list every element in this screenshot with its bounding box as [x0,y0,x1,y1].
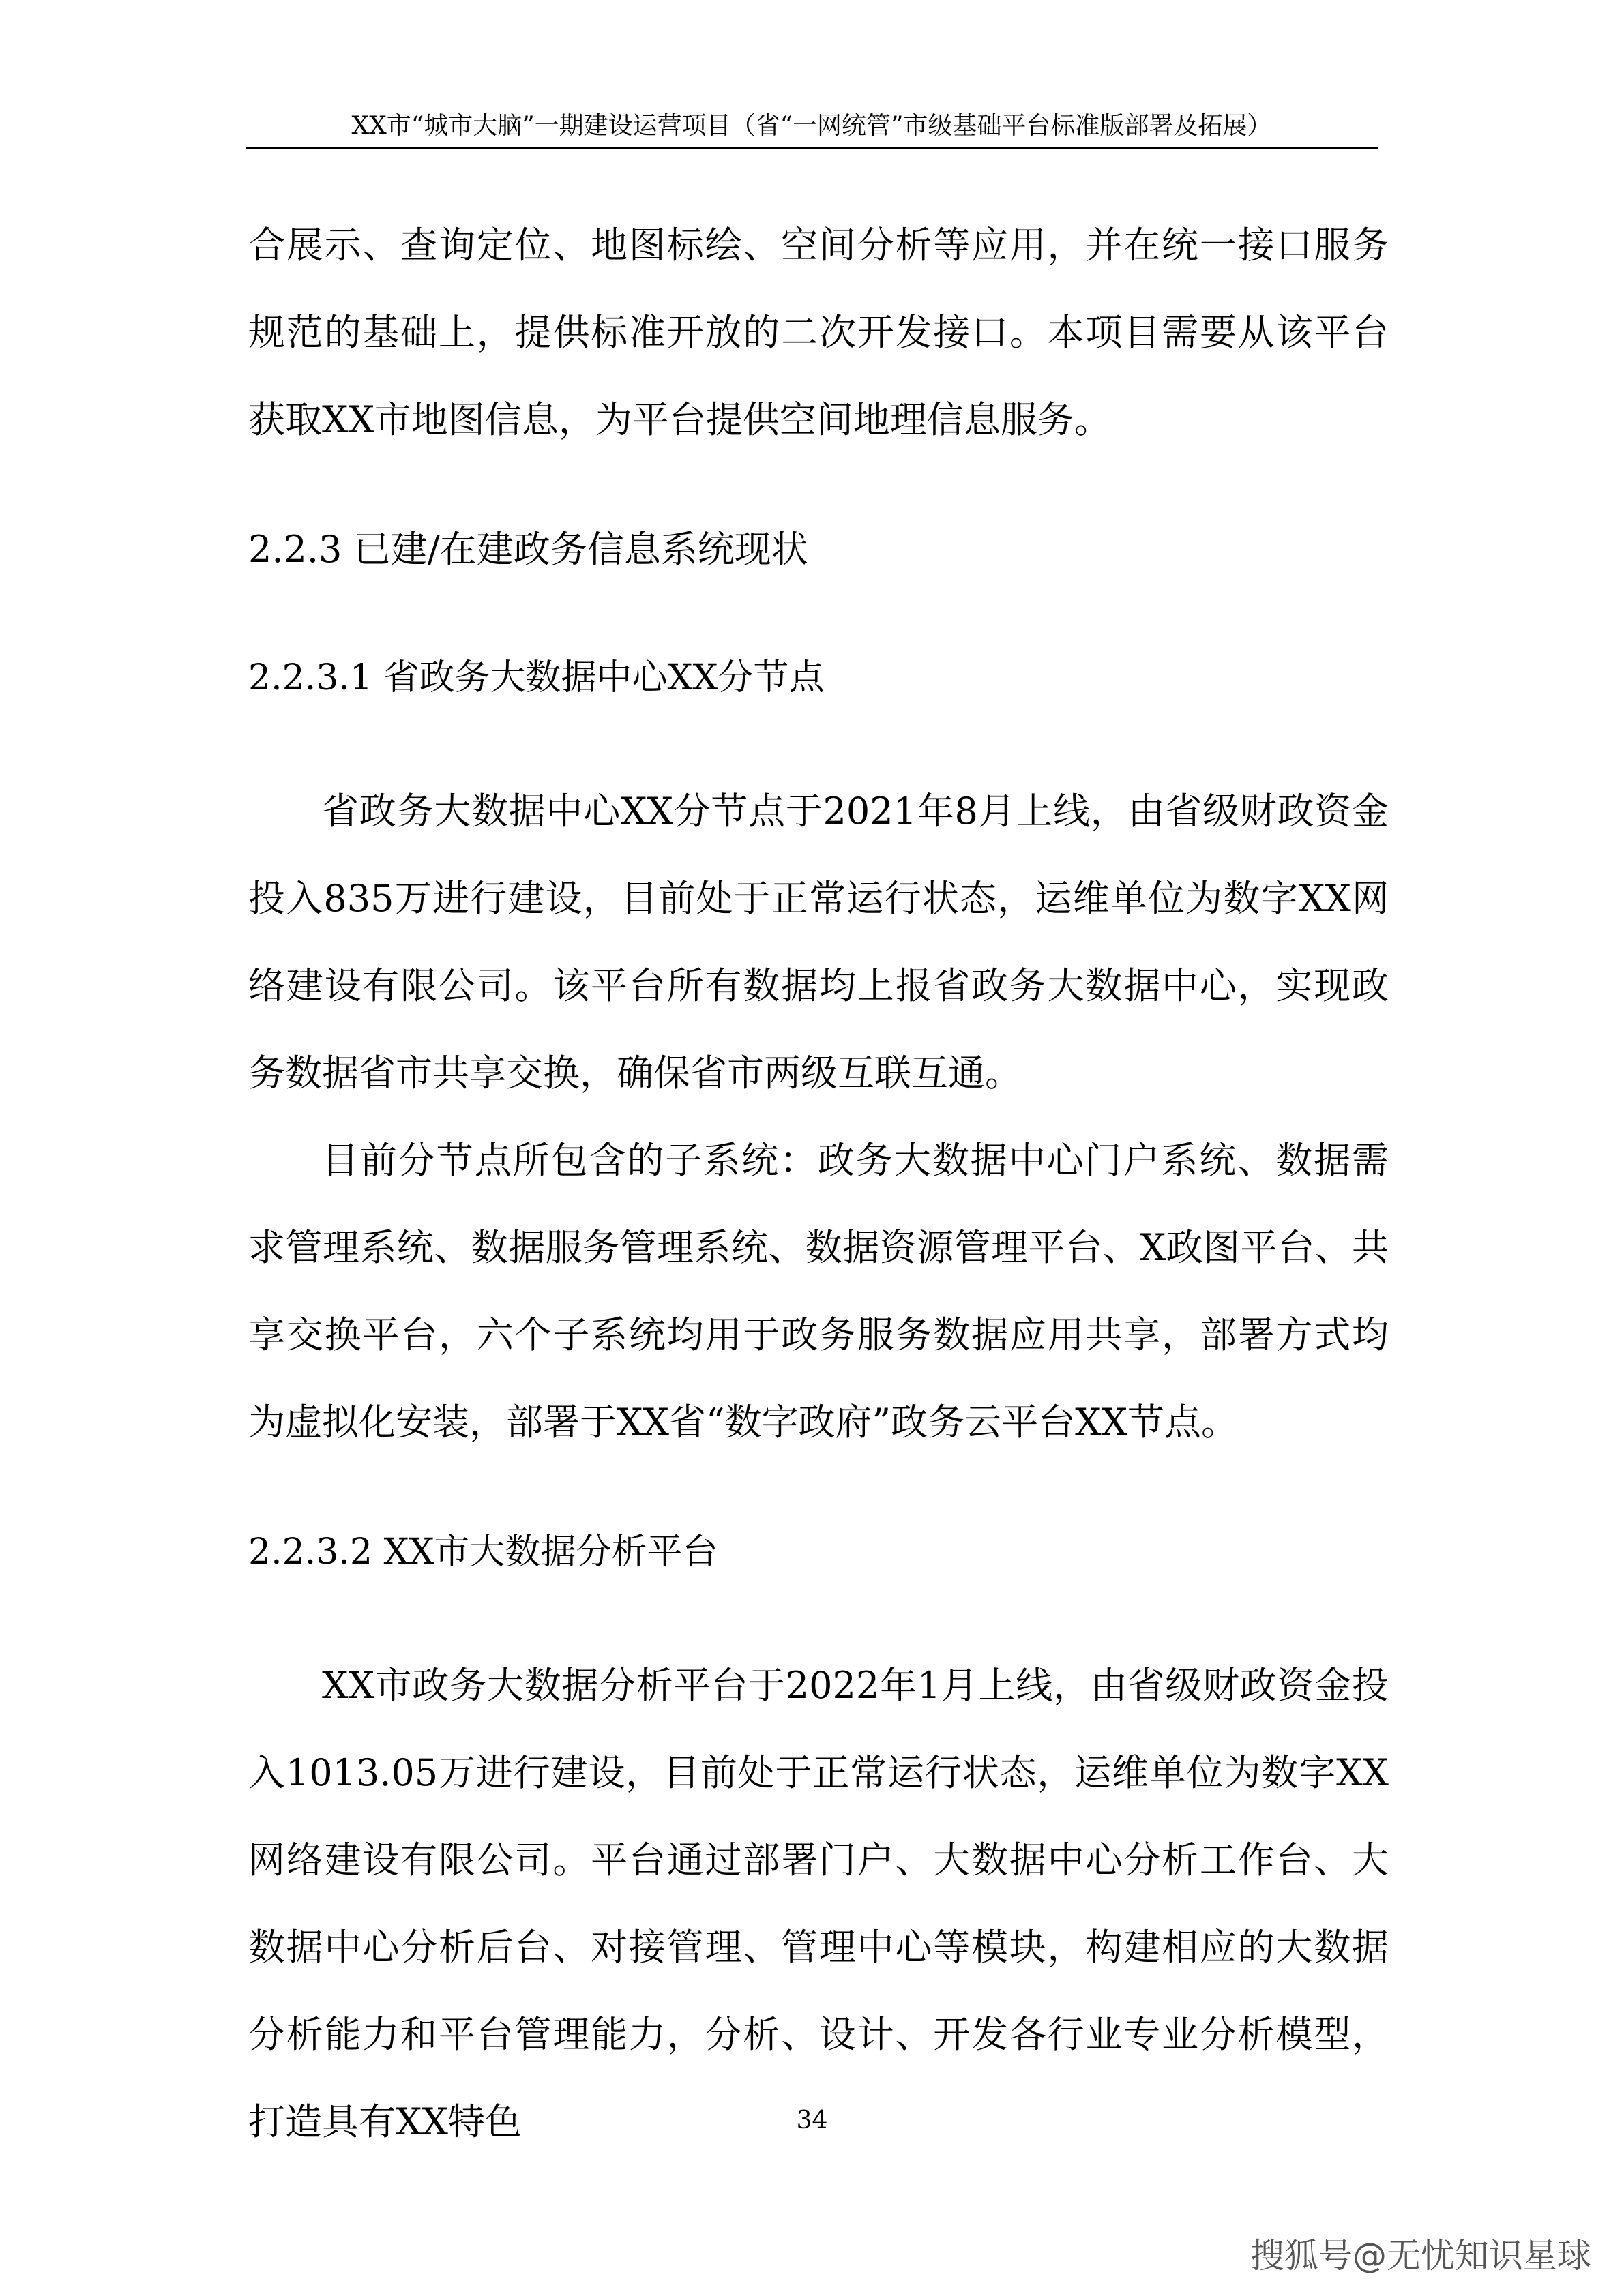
section-2-2-3-2-body [248,1642,1389,2166]
watermark-text: 搜狐号@无忧知识星球 [1250,2236,1591,2276]
section-heading-2-2-3-2: 2.2.3.2 XX市大数据分析平台 [248,1532,718,1572]
section-2-2-3-1-body [248,768,1389,1466]
running-header: XX市“城市大脑”一期建设运营项目（省“一网统管”市级基础平台标准版部署及拓展） [351,112,1272,140]
section-heading-2-2-3-1: 2.2.3.1 省政务大数据中心XX分节点 [248,657,825,698]
section-heading-2-2-3: 2.2.3 已建/在建政务信息系统现状 [248,528,808,571]
intro-paragraph: 合展示、查询定位、地图标绘、空间分析等应用，并在统一接口服务规范的基础上，提供标准开放的二次开发接口。本项目需要从该平台获取XX市地图信息，为平台提供空间地理信息服务。 [248,224,1389,441]
page-number: 34 [796,2106,828,2134]
body-paragraph: 省政务大数据中心XX分节点于2021年8月上线，由省级财政资金投入835万进行建设，目前处于正常运行状态，运维单位为数字XX网络建设有限公司。该平台所有数据均上报省政务大数据中心，实现政务数据省市共享交换，确保省市两级互联互通。 [248,790,1389,1094]
intro-block [248,202,1389,464]
body-paragraph: 目前分节点所包含的子系统：政务大数据中心门户系统、数据需求管理系统、数据服务管理系统、数据资源管理平台、X政图平台、共享交换平台，六个子系统均用于政务服务数据应用共享，部署方式均为虚拟化安装，部署于XX省“数字政府”政务云平台XX节点。 [248,1139,1389,1444]
body-paragraph: XX市政务大数据分析平台于2022年1月上线，由省级财政资金投入1013.05万进行建设，目前处于正常运行状态，运维单位为数字XX网络建设有限公司。平台通过部署门户、大数据中心分析工作台、大数据中心分析后台、对接管理、管理中心等模块，构建相应的大数据分析能力和平台管理能力，分析、设计、开发各行业专业分析模型，打造具有XX特色 [248,1664,1389,2143]
header-rule [246,147,1378,149]
